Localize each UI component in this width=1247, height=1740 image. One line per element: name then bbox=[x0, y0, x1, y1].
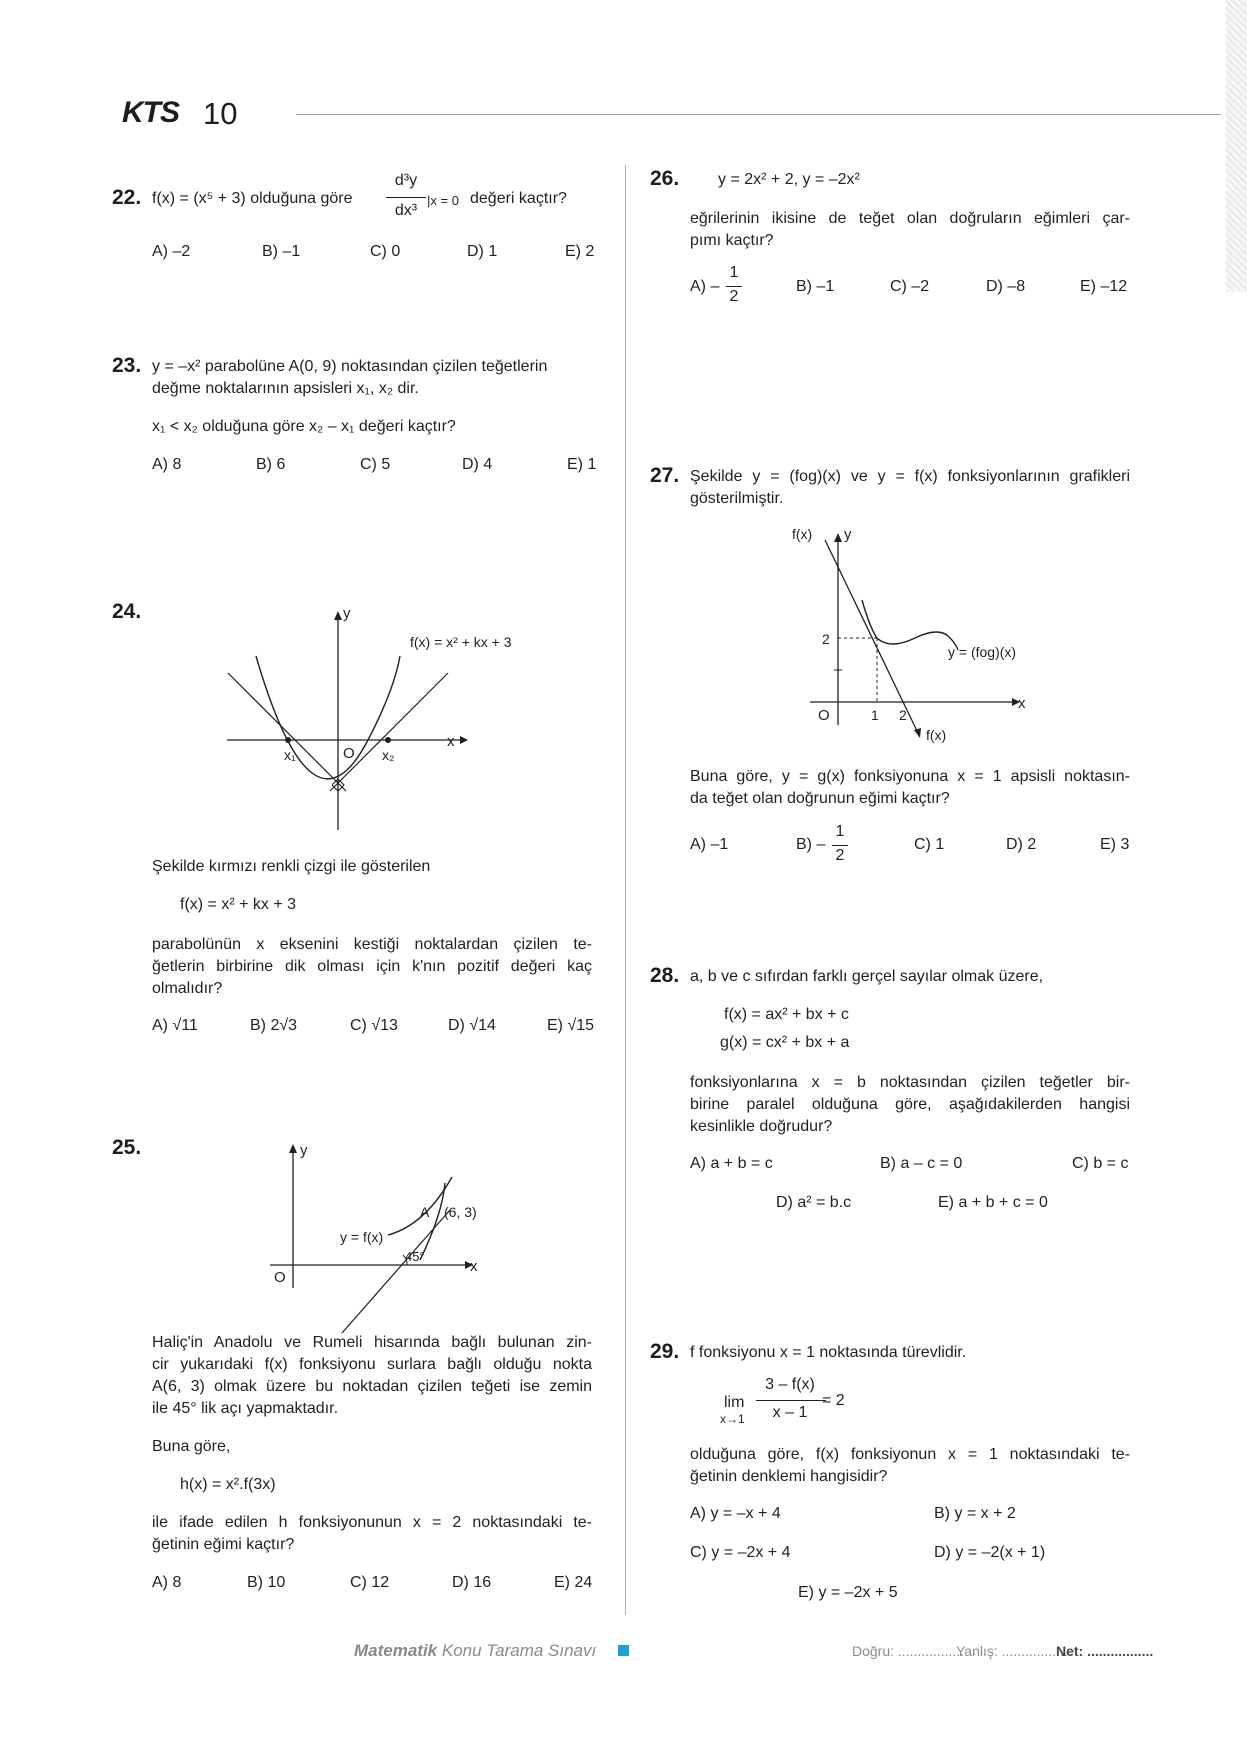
header-rule bbox=[296, 114, 1221, 115]
fraction-denominator: 2 bbox=[835, 847, 845, 864]
formula: h(x) = x².f(3x) bbox=[180, 1476, 276, 1493]
fraction-numerator: 3 – f(x) bbox=[765, 1376, 815, 1393]
fog-graph bbox=[790, 520, 1050, 750]
side-pattern-strip bbox=[1226, 0, 1247, 292]
footer-correct-count: Doğru: ................. bbox=[852, 1643, 965, 1659]
root-point-x2 bbox=[385, 737, 391, 743]
tangent-line-right bbox=[330, 673, 448, 791]
y-tick-label: 2 bbox=[822, 631, 830, 647]
option-b[interactable] bbox=[796, 836, 825, 854]
fraction-bar bbox=[386, 197, 426, 198]
option-c[interactable]: C) 12 bbox=[350, 1574, 390, 1591]
tangent-graph bbox=[260, 1135, 500, 1295]
function-label: y = f(x) bbox=[340, 1229, 384, 1245]
header-brand: KTS bbox=[122, 96, 179, 129]
fraction-denominator: dx³ bbox=[394, 202, 418, 219]
option-b-prefix: B) – bbox=[796, 836, 826, 853]
point-coordinate: (6, 3) bbox=[444, 1204, 477, 1220]
fx-label: f(x) bbox=[792, 526, 813, 542]
question-number: 26. bbox=[650, 167, 680, 190]
option-c[interactable]: C) 0 bbox=[370, 243, 401, 260]
option-d[interactable]: D) 16 bbox=[452, 1574, 492, 1591]
y-axis-label: y bbox=[343, 605, 351, 622]
question-number: 24. bbox=[112, 600, 142, 623]
x-axis-label: x bbox=[1018, 695, 1026, 712]
f-label: f(x) bbox=[926, 727, 947, 743]
question-text: Şekilde kırmızı renkli çizgi ile gösterilen bbox=[152, 858, 431, 875]
limit-subscript: x→1 bbox=[720, 1412, 745, 1426]
limit-operator: lim bbox=[724, 1394, 745, 1411]
option-c[interactable]: C) –2 bbox=[890, 278, 930, 295]
formula: f(x) = x² + kx + 3 bbox=[180, 896, 297, 913]
option-b[interactable]: B) 10 bbox=[247, 1574, 286, 1591]
fog-label: y = (fog)(x) bbox=[948, 644, 1017, 660]
option-e[interactable]: E) a + b + c = 0 bbox=[938, 1194, 1048, 1211]
option-a[interactable]: A) –1 bbox=[690, 836, 729, 853]
question-text: f(x) = (x⁵ + 3) olduğuna göre bbox=[152, 190, 353, 207]
question-text: f fonksiyonu x = 1 noktasında türevlidir. bbox=[690, 1344, 967, 1361]
question-prompt: parabolünün x eksenini kestiği noktalardan çizilen te- bbox=[152, 936, 592, 953]
option-d[interactable]: D) √14 bbox=[448, 1017, 496, 1034]
question-text: a, b ve c sıfırdan farklı gerçel sayılar olmak üzere, bbox=[690, 968, 1044, 985]
fog-curve bbox=[862, 600, 958, 650]
root-point-x1 bbox=[285, 737, 291, 743]
limit-result: = 2 bbox=[822, 1392, 845, 1409]
y-axis-label: y bbox=[300, 1142, 308, 1159]
equations: y = 2x² + 2, y = –2x² bbox=[718, 171, 860, 188]
header-page-number: 10 bbox=[203, 96, 238, 131]
option-e[interactable]: E) –12 bbox=[1080, 278, 1128, 295]
column-divider bbox=[625, 165, 626, 1615]
parabola-graph bbox=[210, 600, 512, 840]
option-d[interactable]: D) –8 bbox=[986, 278, 1026, 295]
option-a[interactable]: A) y = –x + 4 bbox=[690, 1505, 781, 1522]
question-text: ile 45° lik açı yapmaktadır. bbox=[152, 1400, 339, 1417]
x-tick-label-1: 1 bbox=[871, 707, 879, 723]
x-axis-arrow bbox=[460, 736, 468, 744]
question-text: Şekilde y = (fog)(x) ve y = f(x) fonksiyonlarının grafikleri bbox=[690, 468, 1130, 485]
option-a[interactable]: A) √11 bbox=[152, 1017, 198, 1034]
question-number: 22. bbox=[112, 186, 142, 209]
question-text: y = –x² parabolüne A(0, 9) noktasından çizilen teğetlerin bbox=[152, 358, 548, 375]
question-number: 27. bbox=[650, 464, 680, 487]
question-prompt: eğrilerinin ikisine de teğet olan doğruların eğimleri çar- bbox=[690, 210, 1130, 227]
option-b[interactable]: B) y = x + 2 bbox=[934, 1505, 1016, 1522]
footer-subject: Matematik bbox=[354, 1641, 438, 1660]
option-c[interactable]: C) y = –2x + 4 bbox=[690, 1544, 791, 1561]
question-text: Haliç'in Anadolu ve Rumeli hisarında bağlı bulunan zin- bbox=[152, 1334, 592, 1351]
option-d[interactable]: D) a² = b.c bbox=[776, 1194, 852, 1211]
function-label: f(x) = x² + kx + 3 bbox=[410, 634, 512, 650]
f-line-arrow bbox=[914, 728, 921, 738]
question-prompt: ğetlerin birbirine dik olması için k'nın pozitif değeri kaç bbox=[152, 958, 592, 975]
option-a[interactable]: A) 8 bbox=[152, 1574, 182, 1591]
option-a[interactable]: A) 8 bbox=[152, 456, 182, 473]
question-prompt: ile ifade edilen h fonksiyonunun x = 2 noktasındaki te- bbox=[152, 1514, 592, 1531]
fraction-denominator: x – 1 bbox=[772, 1404, 808, 1421]
question-prompt: da teğet olan doğrunun eğimi kaçtır? bbox=[690, 790, 950, 807]
fraction-bar bbox=[832, 845, 848, 846]
option-c[interactable]: C) 1 bbox=[914, 836, 945, 853]
question-prompt: birine paralel olduğuna göre, aşağıdakilerden hangisi bbox=[690, 1096, 1130, 1113]
y-axis-label: y bbox=[844, 526, 852, 543]
question-text: gösterilmiştir. bbox=[690, 490, 784, 507]
footer-net-score: Net: ................. bbox=[1056, 1643, 1154, 1659]
option-c[interactable]: C) √13 bbox=[350, 1017, 398, 1034]
tangent-line-left bbox=[228, 673, 346, 791]
question-prompt: olmalıdır? bbox=[152, 980, 223, 997]
option-e[interactable]: E) 24 bbox=[554, 1574, 593, 1591]
question-prompt: Buna göre, y = g(x) fonksiyonuna x = 1 apsisli noktasın- bbox=[690, 768, 1130, 785]
question-prompt: ğetinin denklemi hangisidir? bbox=[690, 1468, 888, 1485]
formula-g: g(x) = cx² + bx + a bbox=[720, 1034, 850, 1051]
fraction-denominator: 2 bbox=[729, 288, 739, 305]
question-text: değeri kaçtır? bbox=[470, 190, 567, 207]
origin-label: O bbox=[274, 1269, 286, 1286]
y-axis-arrow bbox=[334, 611, 342, 620]
question-number: 23. bbox=[112, 354, 142, 377]
y-axis-arrow bbox=[834, 533, 842, 542]
option-b[interactable]: B) –1 bbox=[796, 278, 835, 295]
root-label-x2: x₂ bbox=[382, 747, 395, 763]
option-b[interactable]: B) –1 bbox=[262, 243, 301, 260]
fraction-bar bbox=[726, 286, 742, 287]
origin-label: O bbox=[818, 707, 830, 724]
option-a[interactable]: A) –2 bbox=[152, 243, 191, 260]
question-prompt: olduğuna göre, f(x) fonksiyonun x = 1 noktasındaki te- bbox=[690, 1446, 1130, 1463]
option-d[interactable]: D) 4 bbox=[462, 456, 493, 473]
question-prompt: ğetinin eğimi kaçtır? bbox=[152, 1536, 295, 1553]
angle-label: 45° bbox=[405, 1249, 425, 1264]
question-number: 25. bbox=[112, 1136, 142, 1159]
option-b[interactable]: B) 6 bbox=[256, 456, 286, 473]
question-prompt: x₁ < x₂ olduğuna göre x₂ – x₁ değeri kaçtır? bbox=[152, 418, 456, 435]
fraction-numerator: d³y bbox=[394, 172, 418, 189]
option-b[interactable]: B) a – c = 0 bbox=[880, 1155, 963, 1172]
option-d[interactable]: D) 2 bbox=[1006, 836, 1037, 853]
option-e[interactable]: E) 3 bbox=[1100, 836, 1130, 853]
parabola-curve bbox=[256, 656, 400, 779]
question-prompt: fonksiyonlarına x = b noktasından çizilen teğetler bir- bbox=[690, 1074, 1130, 1091]
question-lead: Buna göre, bbox=[152, 1438, 231, 1455]
y-axis-arrow bbox=[289, 1144, 297, 1153]
option-a[interactable]: A) a + b = c bbox=[690, 1155, 773, 1172]
option-c[interactable]: C) b = c bbox=[1072, 1155, 1129, 1172]
fraction-numerator: 1 bbox=[835, 823, 845, 840]
x-axis-label: x bbox=[470, 1258, 478, 1275]
fraction-bar bbox=[756, 1400, 826, 1401]
point-label: A bbox=[420, 1204, 430, 1220]
question-text: cir yukarıdaki f(x) fonksiyonu surlara bağlı olduğu nokta bbox=[152, 1356, 592, 1373]
option-b[interactable]: B) 2√3 bbox=[250, 1017, 298, 1034]
option-e[interactable]: E) 2 bbox=[565, 243, 595, 260]
option-d[interactable]: D) 1 bbox=[467, 243, 498, 260]
footer-accent-square bbox=[618, 1645, 629, 1656]
origin-label: O bbox=[343, 745, 355, 762]
question-number: 28. bbox=[650, 964, 680, 987]
f-line bbox=[825, 540, 918, 733]
fraction-numerator: 1 bbox=[729, 264, 739, 281]
footer-exam: Konu Tarama Sınavı bbox=[441, 1641, 597, 1660]
root-label-x1: x₁ bbox=[284, 747, 296, 763]
question-number: 29. bbox=[650, 1340, 680, 1363]
question-text: değme noktalarının apsisleri x₁, x₂ dir. bbox=[152, 380, 419, 397]
question-prompt: kesinlikle doğrudur? bbox=[690, 1118, 833, 1135]
formula-f: f(x) = ax² + bx + c bbox=[724, 1006, 849, 1023]
question-prompt: pımı kaçtır? bbox=[690, 232, 774, 249]
question-text: A(6, 3) olmak üzere bu noktadan çizilen teğeti ise zemin bbox=[152, 1378, 592, 1395]
option-e[interactable]: E) √15 bbox=[547, 1017, 595, 1034]
footer-title bbox=[354, 1641, 596, 1661]
evaluation-bar: |x = 0 bbox=[427, 193, 459, 208]
footer-wrong-count: Yanlış: ................. bbox=[956, 1643, 1068, 1659]
option-e[interactable]: E) 1 bbox=[567, 456, 597, 473]
option-d[interactable]: D) y = –2(x + 1) bbox=[934, 1544, 1046, 1561]
option-a-prefix: A) – bbox=[690, 278, 720, 295]
option-e[interactable]: E) y = –2x + 5 bbox=[798, 1584, 898, 1601]
option-a[interactable] bbox=[690, 278, 719, 296]
option-c[interactable]: C) 5 bbox=[360, 456, 391, 473]
x-tick-label-2: 2 bbox=[899, 707, 907, 723]
x-axis-label: x bbox=[447, 733, 455, 750]
